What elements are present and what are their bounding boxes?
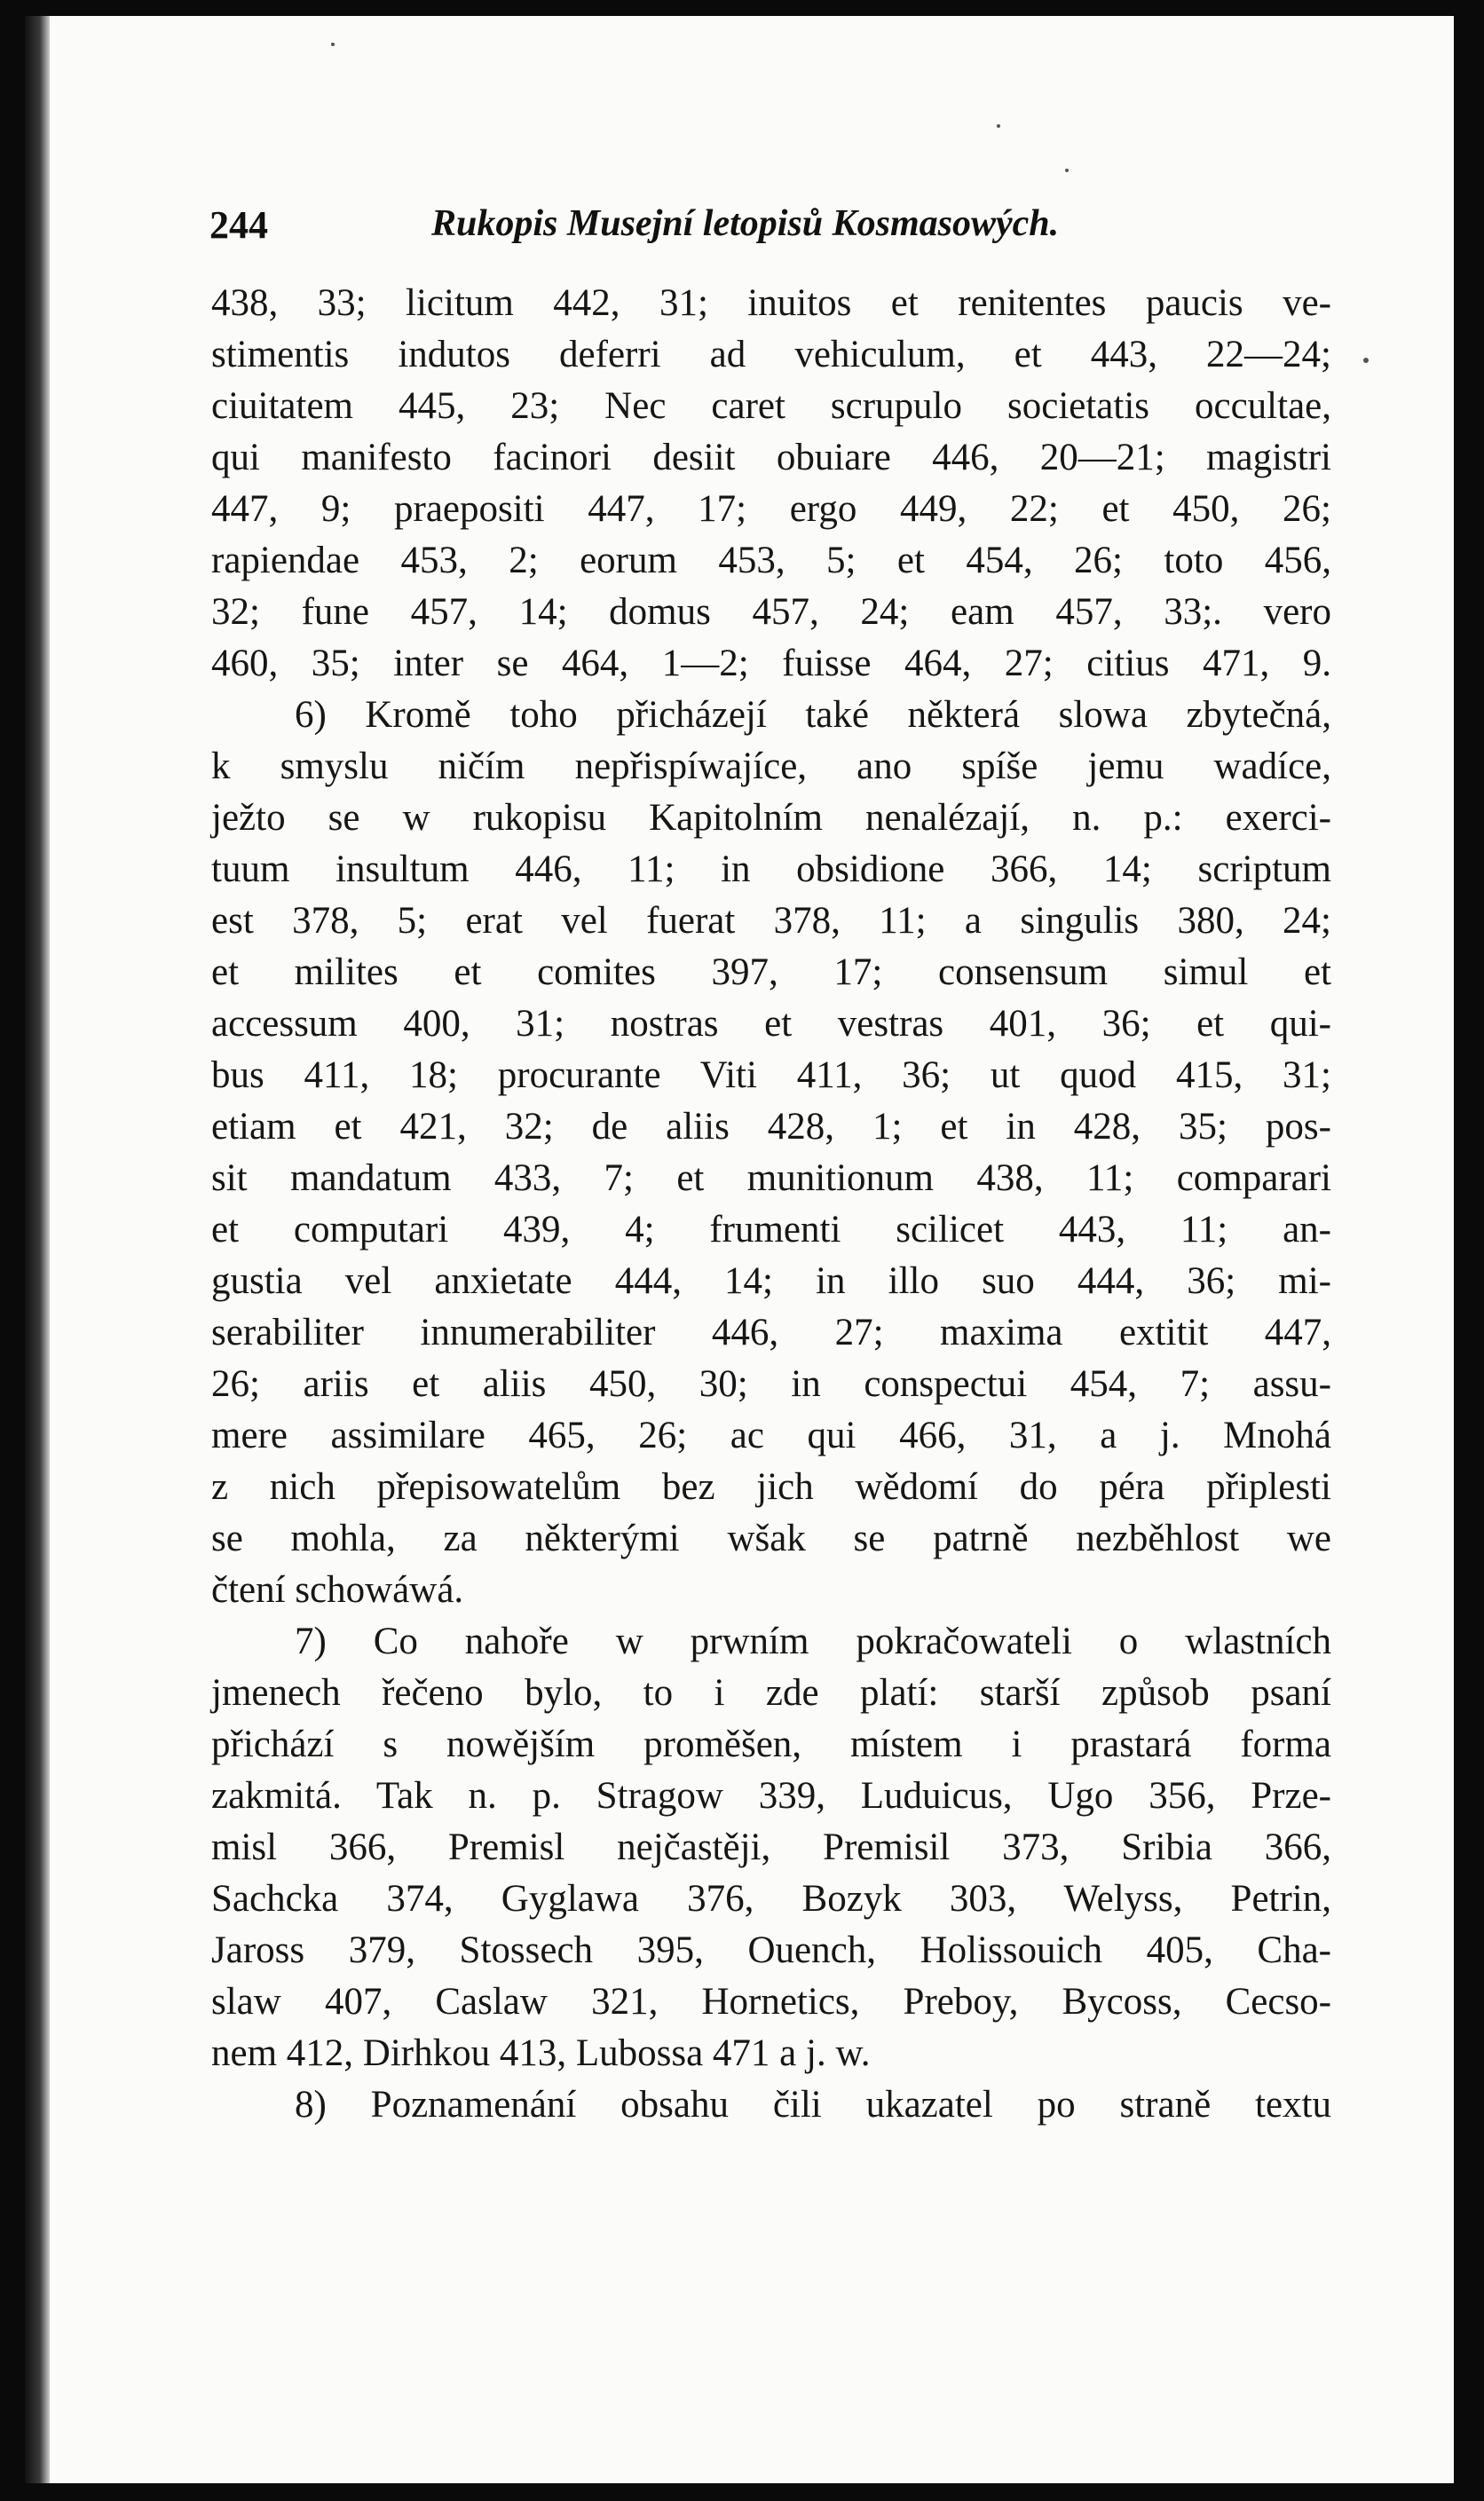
text-line: 32; fune 457, 14; domus 457, 24; eam 457, 33;. vero <box>211 591 1331 633</box>
text-line: přichází s nowějším proměšen, místem i prastará forma <box>211 1724 1331 1765</box>
speckle <box>1363 358 1369 363</box>
text-line: tuum insultum 446, 11; in obsidione 366, 14; scriptum <box>211 848 1331 890</box>
speckle <box>1065 169 1069 172</box>
text-line: ježto se w rukopisu Kapitolním nenalézají, n. p.: exerci- <box>211 797 1331 839</box>
text-line: et milites et comites 397, 17; consensum simul et <box>211 951 1331 993</box>
text-line: ciuitatem 445, 23; Nec caret scrupulo societatis occultae, <box>211 385 1331 427</box>
text-line: k smyslu ničím nepřispíwajíce, ano spíše jemu wadíce, <box>211 746 1331 787</box>
paragraph-8-start: 8) Poznamenání obsahu čili ukazatel po straně textu <box>295 2084 1331 2126</box>
text-line: est 378, 5; erat vel fuerat 378, 11; a singulis 380, 24; <box>211 900 1331 942</box>
book-page <box>25 16 1454 2483</box>
text-line: 447, 9; praepositi 447, 17; ergo 449, 22; et 450, 26; <box>211 488 1331 530</box>
text-line: čtení schowáwá. <box>211 1569 464 1611</box>
text-line: 438, 33; licitum 442, 31; inuitos et renitentes paucis ve- <box>211 282 1331 324</box>
text-line: serabiliter innumerabiliter 446, 27; maxima extitit 447, <box>211 1312 1331 1353</box>
running-title: Rukopis Musejní letopisů Kosmasowých. <box>431 203 1060 244</box>
text-line: rapiendae 453, 2; eorum 453, 5; et 454, 26; toto 456, <box>211 540 1331 581</box>
paragraph-7-start: 7) Co nahoře w prwním pokračowateli o wlastních <box>295 1621 1331 1662</box>
text-line: 460, 35; inter se 464, 1—2; fuisse 464, 27; citius 471, 9. <box>211 643 1331 684</box>
body-text <box>211 278 1331 2131</box>
text-line: se mohla, za některými wšak se patrně nezběhlost we <box>211 1518 1331 1559</box>
text-line: et computari 439, 4; frumenti scilicet 443, 11; an- <box>211 1209 1331 1250</box>
text-line: accessum 400, 31; nostras et vestras 401, 36; et qui- <box>211 1003 1331 1045</box>
speckle <box>331 43 335 46</box>
text-line: bus 411, 18; procurante Viti 411, 36; ut quod 415, 31; <box>211 1054 1331 1096</box>
text-line: gustia vel anxietate 444, 14; in illo suo 444, 36; mi- <box>211 1260 1331 1302</box>
text-line: z nich přepisowatelům bez jich wědomí do péra připlesti <box>211 1466 1331 1508</box>
text-line: nem 412, Dirhkou 413, Lubossa 471 a j. w. <box>211 2032 871 2074</box>
paragraph-6-start: 6) Kromě toho přicházejí také některá slowa zbytečná, <box>295 694 1331 736</box>
text-line: zakmitá. Tak n. p. Stragow 339, Luduicus, Ugo 356, Prze- <box>211 1775 1331 1817</box>
speckle <box>997 124 1000 128</box>
text-line: Sachcka 374, Gyglawa 376, Bozyk 303, Welyss, Petrin, <box>211 1878 1331 1920</box>
text-line: 26; ariis et aliis 450, 30; in conspectui 454, 7; assu- <box>211 1363 1331 1405</box>
text-line: etiam et 421, 32; de aliis 428, 1; et in 428, 35; pos- <box>211 1106 1331 1148</box>
running-header <box>209 202 1330 256</box>
text-line: misl 366, Premisl nejčastěji, Premisil 373, Sribia 366, <box>211 1826 1331 1868</box>
text-line: stimentis indutos deferri ad vehiculum, et 443, 22—24; <box>211 334 1331 375</box>
text-line: slaw 407, Caslaw 321, Hornetics, Preboy, Bycoss, Cecso- <box>211 1981 1331 2023</box>
text-line: jmenech řečeno bylo, to i zde platí: starší způsob psaní <box>211 1672 1331 1714</box>
text-line: qui manifesto facinori desiit obuiare 446, 20—21; magistri <box>211 437 1331 478</box>
text-line: Jaross 379, Stossech 395, Ouench, Holissouich 405, Cha- <box>211 1929 1331 1971</box>
page-binding-edge <box>25 16 50 2483</box>
text-line: mere assimilare 465, 26; ac qui 466, 31, a j. Mnohá <box>211 1415 1331 1456</box>
page-number: 244 <box>209 203 268 247</box>
text-line: sit mandatum 433, 7; et munitionum 438, 11; comparari <box>211 1157 1331 1199</box>
